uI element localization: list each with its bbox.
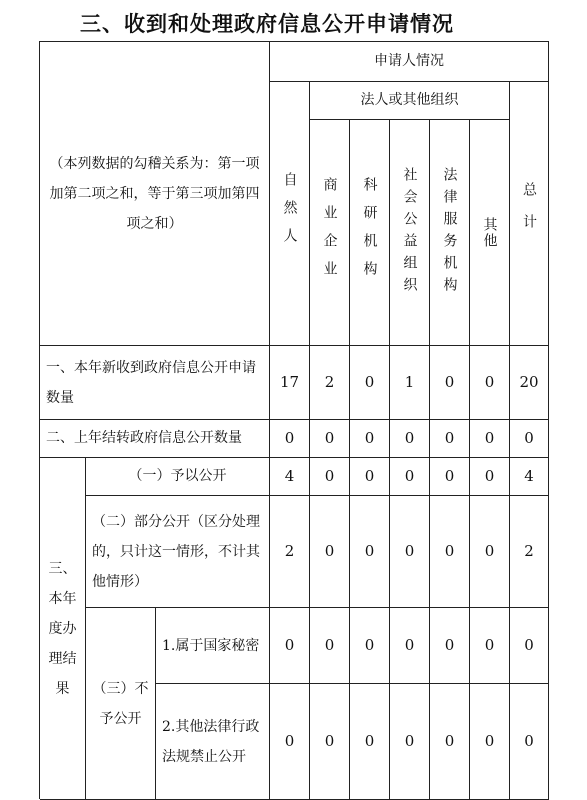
table-cell: 0 [470, 458, 510, 496]
table-cell: 0 [470, 496, 510, 608]
table-cell: 0 [430, 346, 470, 420]
header-legal-service-label: 法律服务机构 [441, 166, 458, 299]
row-not-disclosed-label [86, 608, 156, 800]
table-cell: 20 [510, 346, 549, 420]
row-state-secret-label [156, 608, 270, 684]
header-natural-person-label: 自然人 [281, 171, 298, 256]
table-cell: 2 [310, 346, 350, 420]
row-partially-disclosed-label [86, 496, 270, 608]
header-total-label: 总计 [521, 181, 537, 246]
table-cell: 0 [390, 458, 430, 496]
table-cell: 0 [390, 608, 430, 684]
header-other [470, 120, 510, 346]
header-public-welfare-label: 社会公益组织 [401, 166, 418, 299]
table-cell: 0 [390, 684, 430, 800]
row-disclosed-text: （一）予以公开 [128, 468, 227, 484]
row-law-prohibited-text: 2.其他法律行政法规禁止公开 [162, 718, 260, 765]
section-three-text: 三、本年度办理结果 [48, 560, 77, 697]
table-cell: 0 [270, 420, 310, 458]
table-cell: 0 [350, 346, 390, 420]
row-state-secret-text: 1.属于国家秘密 [162, 637, 260, 654]
table-cell: 0 [350, 684, 390, 800]
header-legal-or-other-label: 法人或其他组织 [360, 92, 459, 108]
table-cell: 0 [430, 458, 470, 496]
table-cell: 1 [390, 346, 430, 420]
header-commercial [310, 120, 350, 346]
row-not-disclosed-text: （三）不予公开 [92, 680, 149, 727]
table-cell: 2 [510, 496, 549, 608]
table-cell: 0 [430, 608, 470, 684]
table-cell: 0 [470, 346, 510, 420]
table-cell: 0 [350, 458, 390, 496]
table-cell: 0 [430, 496, 470, 608]
table-cell: 4 [270, 458, 310, 496]
table-cell: 0 [470, 608, 510, 684]
header-note: （本列数据的勾稽关系为：第一项加第二项之和，等于第三项加第四项之和） [49, 155, 260, 232]
header-legal-service [430, 120, 470, 346]
table-cell: 0 [350, 608, 390, 684]
table-cell: 0 [430, 420, 470, 458]
table-cell: 0 [270, 608, 310, 684]
table-cell: 4 [510, 458, 549, 496]
table-cell: 0 [270, 684, 310, 800]
header-note-cell [40, 42, 270, 346]
row-carried-over-text: 二、上年结转政府信息公开数量 [46, 430, 242, 446]
row-law-prohibited-label [156, 684, 270, 800]
table-cell: 0 [350, 420, 390, 458]
row-partially-disclosed-text: （二）部分公开（区分处理的，只计这一情形，不计其他情形） [92, 513, 260, 590]
header-applicant-info-label: 申请人情况 [374, 53, 444, 69]
table-cell: 0 [510, 608, 549, 684]
table-cell: 0 [470, 684, 510, 800]
header-applicant-info [270, 42, 549, 82]
table-cell: 0 [390, 420, 430, 458]
table-cell: 0 [310, 684, 350, 800]
row-new-requests-text: 一、本年新收到政府信息公开申请数量 [46, 359, 256, 406]
table-cell: 0 [390, 496, 430, 608]
header-research-label: 科研机构 [361, 176, 378, 289]
table-cell: 0 [310, 496, 350, 608]
header-legal-or-other [310, 82, 510, 120]
table-cell: 0 [470, 420, 510, 458]
row-carried-over-label [40, 420, 270, 458]
table-cell: 0 [510, 420, 549, 458]
header-public-welfare [390, 120, 430, 346]
table-cell: 0 [430, 684, 470, 800]
row-new-requests-label [40, 346, 270, 420]
table-cell: 0 [310, 608, 350, 684]
header-natural-person [270, 82, 310, 346]
page-title: 三、收到和处理政府信息公开申请情况 [80, 12, 454, 36]
table-cell: 0 [310, 420, 350, 458]
row-disclosed-label [86, 458, 270, 496]
table-cell: 0 [310, 458, 350, 496]
header-research [350, 120, 390, 346]
table-cell: 0 [510, 684, 549, 800]
table-cell: 0 [350, 496, 390, 608]
header-other-label: 其他 [481, 216, 498, 249]
table-cell: 2 [270, 496, 310, 608]
header-total [510, 82, 549, 346]
table-cell: 17 [270, 346, 310, 420]
statistics-table [39, 41, 549, 799]
header-commercial-label: 商业企业 [321, 176, 338, 289]
section-three-label [40, 458, 86, 800]
